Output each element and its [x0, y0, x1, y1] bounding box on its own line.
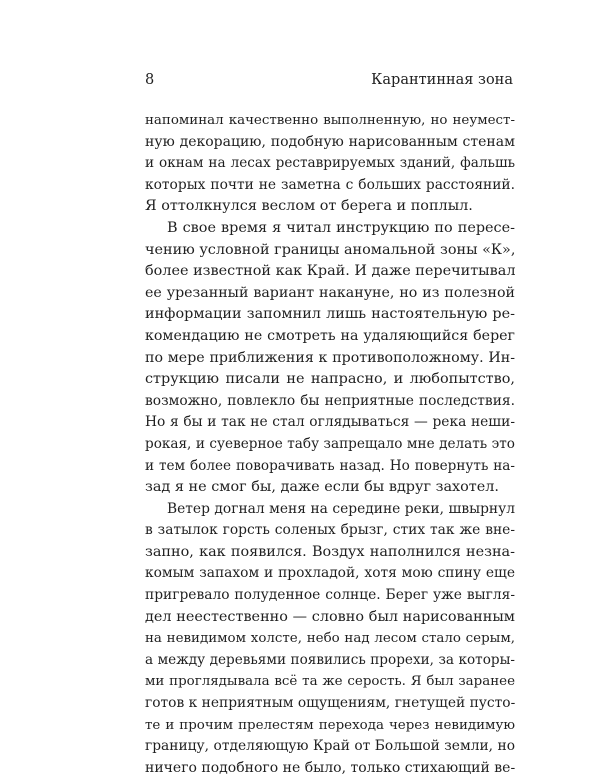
text-line: и окнам на лесах реставрируемых зданий, фальшь — [145, 155, 515, 172]
text-line: ми проглядывала всё та же серость. Я был заранее — [145, 674, 515, 690]
page-number: 8 — [145, 72, 155, 88]
text-line: более известной как Край. И даже перечитывал — [145, 263, 515, 280]
text-line: чению условной границы аномальной зоны «К», — [145, 241, 515, 258]
text-line: Но я бы и так не стал оглядываться — река неши- — [145, 414, 515, 431]
text-line: Я оттолкнулся веслом от берега и поплыл. — [145, 198, 473, 215]
text-line: границу, отделяющую Край от Большой земли, но — [145, 738, 515, 755]
running-title: Карантинная зона — [371, 72, 513, 88]
text-line: струкцию писали не напрасно, и любопытство, — [145, 371, 515, 388]
text-line: напоминал качественно выполненную, но неумест- — [145, 113, 515, 128]
text-line: пригревало полуденное солнце. Берег уже выгля- — [145, 587, 515, 604]
text-line: возможно, повлекло бы неприятные последствия. — [145, 392, 515, 409]
text-line: и тем более поворачивать назад. Но повернуть на- — [145, 457, 515, 474]
text-line: комендацию не смотреть на удаляющийся берег — [145, 327, 515, 344]
text-line: ную декорацию, подобную нарисованным стенам — [145, 133, 515, 150]
text-line: Ветер догнал меня на середине реки, швырнул — [167, 500, 515, 517]
text-line: рокая, и суеверное табу запрещало мне делать это — [145, 435, 515, 452]
text-line: запно, как появился. Воздух наполнился незна- — [145, 543, 515, 560]
text-line: а между деревьями появились прорехи, за которы- — [145, 651, 515, 668]
text-line: в затылок горсть соленых брызг, стих так же вне- — [145, 522, 515, 539]
text-line: те и прочим прелестям перехода через невидимую — [145, 717, 515, 733]
text-line: информации запомнил лишь настоятельную ре- — [145, 306, 515, 323]
text-line: В свое время я читал инструкцию по пересе- — [167, 219, 515, 236]
text-line: по мере приближения к противоположному. Ин- — [145, 349, 515, 366]
text-line: ничего подобного не было, только стихающий ве- — [145, 759, 515, 776]
text-line: на невидимом холсте, небо над лесом стало серым, — [145, 631, 515, 647]
text-line: ее урезанный вариант накануне, но из полезной — [145, 284, 515, 301]
text-line: которых почти не заметна с больших расстояний. — [145, 176, 515, 193]
page-header — [145, 72, 513, 94]
text-line: зад я не смог бы, даже если бы вдруг захотел. — [145, 479, 499, 496]
text-line: готов к неприятным ощущениям, гнетущей пусто- — [145, 695, 515, 712]
text-line: дел неестественно — словно был нарисованным — [145, 608, 515, 625]
text-line: комым запахом и прохладой, хотя мою спину еще — [145, 565, 515, 582]
body-text — [145, 110, 515, 779]
